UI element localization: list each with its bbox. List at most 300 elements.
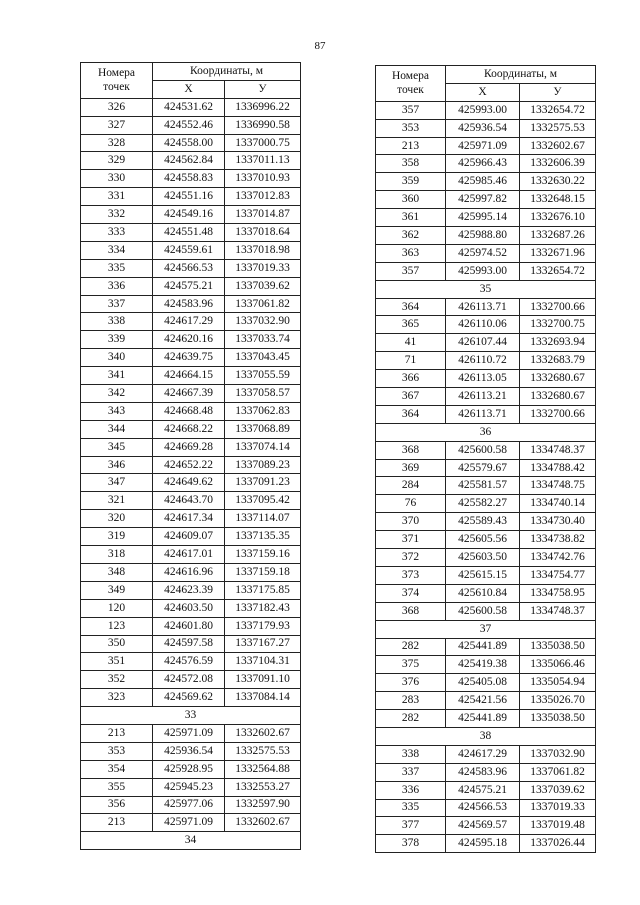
point-number: 120 [81, 599, 153, 617]
y-coordinate: 1337012.83 [225, 188, 301, 206]
table-row [376, 656, 596, 674]
y-coordinate: 1337159.16 [225, 546, 301, 564]
table-row [376, 763, 596, 781]
point-number: 332 [81, 206, 153, 224]
y-coordinate: 1337135.35 [225, 528, 301, 546]
point-number: 330 [81, 170, 153, 188]
table-row [376, 692, 596, 710]
point-number: 353 [376, 119, 446, 137]
table-row [376, 101, 596, 119]
section-row [376, 423, 596, 441]
y-coordinate: 1337039.62 [225, 277, 301, 295]
y-coordinate: 1332606.39 [520, 155, 596, 173]
x-coordinate: 426113.71 [446, 405, 520, 423]
x-coordinate: 425605.56 [446, 531, 520, 549]
x-coordinate: 425977.06 [153, 796, 225, 814]
table-row [376, 298, 596, 316]
y-coordinate: 1337011.13 [225, 152, 301, 170]
table-row [81, 224, 301, 242]
table-row [376, 316, 596, 334]
y-coordinate: 1334738.82 [520, 531, 596, 549]
point-number: 336 [376, 781, 446, 799]
y-header: У [520, 83, 596, 101]
x-coordinate: 424531.62 [153, 98, 225, 116]
table-row [81, 474, 301, 492]
coordinates-table-right [375, 65, 596, 853]
x-header: X [446, 83, 520, 101]
y-coordinate: 1335054.94 [520, 674, 596, 692]
x-coordinate: 424617.34 [153, 510, 225, 528]
point-number: 374 [376, 584, 446, 602]
table-row [81, 402, 301, 420]
coordinates-table-left [80, 62, 301, 850]
point-number: 353 [81, 742, 153, 760]
y-coordinate: 1332630.22 [520, 173, 596, 191]
table-row [376, 638, 596, 656]
y-coordinate: 1332575.53 [225, 742, 301, 760]
point-number: 366 [376, 370, 446, 388]
y-coordinate: 1337084.14 [225, 689, 301, 707]
y-coordinate: 1335066.46 [520, 656, 596, 674]
x-coordinate: 424551.16 [153, 188, 225, 206]
point-number: 323 [81, 689, 153, 707]
point-number: 339 [81, 331, 153, 349]
x-coordinate: 425995.14 [446, 209, 520, 227]
y-coordinate: 1337018.98 [225, 241, 301, 259]
y-coordinate: 1337061.82 [520, 763, 596, 781]
x-coordinate: 424576.59 [153, 653, 225, 671]
x-coordinate: 424617.29 [446, 745, 520, 763]
point-number: 327 [81, 116, 153, 134]
point-number: 326 [81, 98, 153, 116]
x-coordinate: 424664.15 [153, 367, 225, 385]
point-number: 344 [81, 420, 153, 438]
point-number: 335 [376, 799, 446, 817]
page-number: 87 [314, 40, 326, 52]
table-row [81, 170, 301, 188]
point-number: 282 [376, 638, 446, 656]
section-number: 36 [376, 423, 596, 441]
section-row [376, 620, 596, 638]
table-row [81, 438, 301, 456]
x-coordinate: 426107.44 [446, 334, 520, 352]
point-number: 335 [81, 259, 153, 277]
point-number: 359 [376, 173, 446, 191]
point-number: 41 [376, 334, 446, 352]
x-coordinate: 424572.08 [153, 671, 225, 689]
y-coordinate: 1332687.26 [520, 227, 596, 245]
x-coordinate: 425993.00 [446, 101, 520, 119]
table-row [81, 456, 301, 474]
y-coordinate: 1332654.72 [520, 101, 596, 119]
x-coordinate: 425589.43 [446, 513, 520, 531]
point-number: 213 [81, 724, 153, 742]
point-number: 328 [81, 134, 153, 152]
point-number: 341 [81, 367, 153, 385]
x-coordinate: 425603.50 [446, 549, 520, 567]
y-coordinate: 1332602.67 [225, 724, 301, 742]
table-row [81, 563, 301, 581]
point-number: 338 [81, 313, 153, 331]
table-row [376, 674, 596, 692]
y-coordinate: 1335038.50 [520, 638, 596, 656]
x-coordinate: 425985.46 [446, 173, 520, 191]
point-number: 351 [81, 653, 153, 671]
y-coordinate: 1332648.15 [520, 191, 596, 209]
point-number: 349 [81, 581, 153, 599]
point-number: 282 [376, 710, 446, 728]
x-coordinate: 425421.56 [446, 692, 520, 710]
y-header: У [225, 80, 301, 98]
point-number: 334 [81, 241, 153, 259]
table-row [376, 370, 596, 388]
table-row [81, 116, 301, 134]
x-header: X [153, 80, 225, 98]
x-coordinate: 424583.96 [153, 295, 225, 313]
x-coordinate: 424643.70 [153, 492, 225, 510]
point-number: 337 [376, 763, 446, 781]
table-row [81, 385, 301, 403]
point-number: 338 [376, 745, 446, 763]
y-coordinate: 1334730.40 [520, 513, 596, 531]
x-coordinate: 425971.09 [446, 137, 520, 155]
y-coordinate: 1334748.37 [520, 441, 596, 459]
table-row [376, 244, 596, 262]
point-number: 367 [376, 388, 446, 406]
y-coordinate: 1337026.44 [520, 835, 596, 853]
table-row [376, 119, 596, 137]
point-number: 342 [81, 385, 153, 403]
point-number: 318 [81, 546, 153, 564]
points-header: Номера точек [81, 63, 153, 99]
table-row [81, 617, 301, 635]
point-number: 337 [81, 295, 153, 313]
table-row [376, 352, 596, 370]
x-coordinate: 425945.23 [153, 778, 225, 796]
table-row [81, 635, 301, 653]
point-number: 343 [81, 402, 153, 420]
table-row [376, 817, 596, 835]
y-coordinate: 1337019.33 [520, 799, 596, 817]
y-coordinate: 1337014.87 [225, 206, 301, 224]
y-coordinate: 1334748.75 [520, 477, 596, 495]
point-number: 357 [376, 101, 446, 119]
y-coordinate: 1337089.23 [225, 456, 301, 474]
x-coordinate: 425405.08 [446, 674, 520, 692]
x-coordinate: 424616.96 [153, 563, 225, 581]
point-number: 336 [81, 277, 153, 295]
table-row [81, 653, 301, 671]
point-number: 354 [81, 760, 153, 778]
y-coordinate: 1336996.22 [225, 98, 301, 116]
table-row [81, 599, 301, 617]
y-coordinate: 1332693.94 [520, 334, 596, 352]
x-coordinate: 425988.80 [446, 227, 520, 245]
point-number: 368 [376, 441, 446, 459]
table-row [81, 152, 301, 170]
table-row [81, 796, 301, 814]
y-coordinate: 1332700.75 [520, 316, 596, 334]
y-coordinate: 1334742.76 [520, 549, 596, 567]
point-number: 123 [81, 617, 153, 635]
y-coordinate: 1337159.18 [225, 563, 301, 581]
table-row [81, 420, 301, 438]
y-coordinate: 1337095.42 [225, 492, 301, 510]
point-number: 352 [81, 671, 153, 689]
table-row [81, 528, 301, 546]
y-coordinate: 1332680.67 [520, 370, 596, 388]
x-coordinate: 425971.09 [153, 724, 225, 742]
table-body-right [376, 101, 596, 852]
x-coordinate: 425997.82 [446, 191, 520, 209]
table-row [376, 566, 596, 584]
section-row [376, 727, 596, 745]
y-coordinate: 1337058.57 [225, 385, 301, 403]
table-row [81, 206, 301, 224]
y-coordinate: 1337114.07 [225, 510, 301, 528]
point-number: 283 [376, 692, 446, 710]
point-number: 370 [376, 513, 446, 531]
x-coordinate: 425441.89 [446, 710, 520, 728]
table-row [81, 689, 301, 707]
y-coordinate: 1337000.75 [225, 134, 301, 152]
point-number: 373 [376, 566, 446, 584]
point-number: 369 [376, 459, 446, 477]
y-coordinate: 1337061.82 [225, 295, 301, 313]
x-coordinate: 425936.54 [446, 119, 520, 137]
y-coordinate: 1334748.37 [520, 602, 596, 620]
y-coordinate: 1337182.43 [225, 599, 301, 617]
point-number: 356 [81, 796, 153, 814]
point-number: 284 [376, 477, 446, 495]
point-number: 345 [81, 438, 153, 456]
table-row [376, 405, 596, 423]
x-coordinate: 425441.89 [446, 638, 520, 656]
y-coordinate: 1337032.90 [520, 745, 596, 763]
y-coordinate: 1337062.83 [225, 402, 301, 420]
x-coordinate: 424583.96 [446, 763, 520, 781]
x-coordinate: 425579.67 [446, 459, 520, 477]
x-coordinate: 425600.58 [446, 441, 520, 459]
y-coordinate: 1337167.27 [225, 635, 301, 653]
x-coordinate: 424668.48 [153, 402, 225, 420]
point-number: 213 [376, 137, 446, 155]
y-coordinate: 1337104.31 [225, 653, 301, 671]
section-row [376, 280, 596, 298]
y-coordinate: 1332575.53 [520, 119, 596, 137]
x-coordinate: 424552.46 [153, 116, 225, 134]
table-row [81, 134, 301, 152]
section-number: 37 [376, 620, 596, 638]
x-coordinate: 424667.39 [153, 385, 225, 403]
y-coordinate: 1332597.90 [225, 796, 301, 814]
x-coordinate: 426110.72 [446, 352, 520, 370]
table-row [376, 745, 596, 763]
x-coordinate: 424617.29 [153, 313, 225, 331]
y-coordinate: 1337010.93 [225, 170, 301, 188]
y-coordinate: 1337019.48 [520, 817, 596, 835]
table-row [376, 799, 596, 817]
y-coordinate: 1337039.62 [520, 781, 596, 799]
table-row [81, 349, 301, 367]
point-number: 346 [81, 456, 153, 474]
point-number: 331 [81, 188, 153, 206]
y-coordinate: 1332683.79 [520, 352, 596, 370]
point-number: 340 [81, 349, 153, 367]
point-number: 371 [376, 531, 446, 549]
x-coordinate: 424603.50 [153, 599, 225, 617]
y-coordinate: 1335026.70 [520, 692, 596, 710]
y-coordinate: 1334788.42 [520, 459, 596, 477]
table-row [376, 549, 596, 567]
table-row [376, 835, 596, 853]
table-row [376, 531, 596, 549]
x-coordinate: 424620.16 [153, 331, 225, 349]
x-coordinate: 425936.54 [153, 742, 225, 760]
x-coordinate: 424597.58 [153, 635, 225, 653]
table-row [81, 778, 301, 796]
x-coordinate: 425993.00 [446, 262, 520, 280]
y-coordinate: 1332602.67 [225, 814, 301, 832]
table-row [81, 188, 301, 206]
point-number: 375 [376, 656, 446, 674]
x-coordinate: 424558.83 [153, 170, 225, 188]
table-row [81, 724, 301, 742]
y-coordinate: 1337043.45 [225, 349, 301, 367]
table-row [81, 98, 301, 116]
y-coordinate: 1332700.66 [520, 298, 596, 316]
x-coordinate: 424559.61 [153, 241, 225, 259]
section-number: 34 [81, 832, 301, 850]
x-coordinate: 424575.21 [446, 781, 520, 799]
x-coordinate: 426110.06 [446, 316, 520, 334]
point-number: 362 [376, 227, 446, 245]
point-number: 364 [376, 298, 446, 316]
point-number: 347 [81, 474, 153, 492]
table-row [376, 602, 596, 620]
point-number: 363 [376, 244, 446, 262]
x-coordinate: 424566.53 [153, 259, 225, 277]
y-coordinate: 1336990.58 [225, 116, 301, 134]
table-row [376, 477, 596, 495]
y-coordinate: 1337091.23 [225, 474, 301, 492]
x-coordinate: 424569.57 [446, 817, 520, 835]
point-number: 319 [81, 528, 153, 546]
table-row [376, 710, 596, 728]
point-number: 350 [81, 635, 153, 653]
table-row [81, 241, 301, 259]
coords-header: Координаты, м [153, 63, 301, 81]
table-row [376, 191, 596, 209]
y-coordinate: 1332676.10 [520, 209, 596, 227]
point-number: 365 [376, 316, 446, 334]
point-number: 368 [376, 602, 446, 620]
y-coordinate: 1337032.90 [225, 313, 301, 331]
x-coordinate: 424566.53 [446, 799, 520, 817]
point-number: 376 [376, 674, 446, 692]
y-coordinate: 1332680.67 [520, 388, 596, 406]
y-coordinate: 1332564.88 [225, 760, 301, 778]
table-row [376, 584, 596, 602]
x-coordinate: 424569.62 [153, 689, 225, 707]
point-number: 76 [376, 495, 446, 513]
y-coordinate: 1332671.96 [520, 244, 596, 262]
y-coordinate: 1332602.67 [520, 137, 596, 155]
x-coordinate: 425615.15 [446, 566, 520, 584]
y-coordinate: 1337033.74 [225, 331, 301, 349]
y-coordinate: 1332654.72 [520, 262, 596, 280]
x-coordinate: 424601.80 [153, 617, 225, 635]
x-coordinate: 425610.84 [446, 584, 520, 602]
x-coordinate: 424617.01 [153, 546, 225, 564]
table-row [81, 510, 301, 528]
y-coordinate: 1337091.10 [225, 671, 301, 689]
table-row [376, 334, 596, 352]
table-row [376, 209, 596, 227]
y-coordinate: 1334758.95 [520, 584, 596, 602]
x-coordinate: 426113.21 [446, 388, 520, 406]
x-coordinate: 426113.71 [446, 298, 520, 316]
table-row [81, 742, 301, 760]
table-row [376, 459, 596, 477]
point-number: 213 [81, 814, 153, 832]
x-coordinate: 425971.09 [153, 814, 225, 832]
x-coordinate: 424652.22 [153, 456, 225, 474]
section-number: 35 [376, 280, 596, 298]
point-number: 321 [81, 492, 153, 510]
point-number: 71 [376, 352, 446, 370]
table-row [376, 155, 596, 173]
point-number: 355 [81, 778, 153, 796]
y-coordinate: 1332700.66 [520, 405, 596, 423]
section-number: 38 [376, 727, 596, 745]
x-coordinate: 425419.38 [446, 656, 520, 674]
table-body-left [81, 98, 301, 849]
y-coordinate: 1337019.33 [225, 259, 301, 277]
x-coordinate: 425581.57 [446, 477, 520, 495]
table-row [376, 441, 596, 459]
x-coordinate: 424549.16 [153, 206, 225, 224]
table-row [81, 277, 301, 295]
table-row [376, 495, 596, 513]
point-number: 333 [81, 224, 153, 242]
point-number: 364 [376, 405, 446, 423]
point-number: 357 [376, 262, 446, 280]
section-row [81, 707, 301, 725]
x-coordinate: 425974.52 [446, 244, 520, 262]
table-row [81, 546, 301, 564]
point-number: 378 [376, 835, 446, 853]
x-coordinate: 425582.27 [446, 495, 520, 513]
point-number: 377 [376, 817, 446, 835]
point-number: 360 [376, 191, 446, 209]
table-row [81, 814, 301, 832]
x-coordinate: 424639.75 [153, 349, 225, 367]
y-coordinate: 1332553.27 [225, 778, 301, 796]
y-coordinate: 1335038.50 [520, 710, 596, 728]
x-coordinate: 425928.95 [153, 760, 225, 778]
table-row [376, 137, 596, 155]
x-coordinate: 425600.58 [446, 602, 520, 620]
point-number: 372 [376, 549, 446, 567]
y-coordinate: 1337068.89 [225, 420, 301, 438]
y-coordinate: 1337175.85 [225, 581, 301, 599]
x-coordinate: 424669.28 [153, 438, 225, 456]
table-row [376, 262, 596, 280]
x-coordinate: 424558.00 [153, 134, 225, 152]
table-row [81, 367, 301, 385]
point-number: 361 [376, 209, 446, 227]
